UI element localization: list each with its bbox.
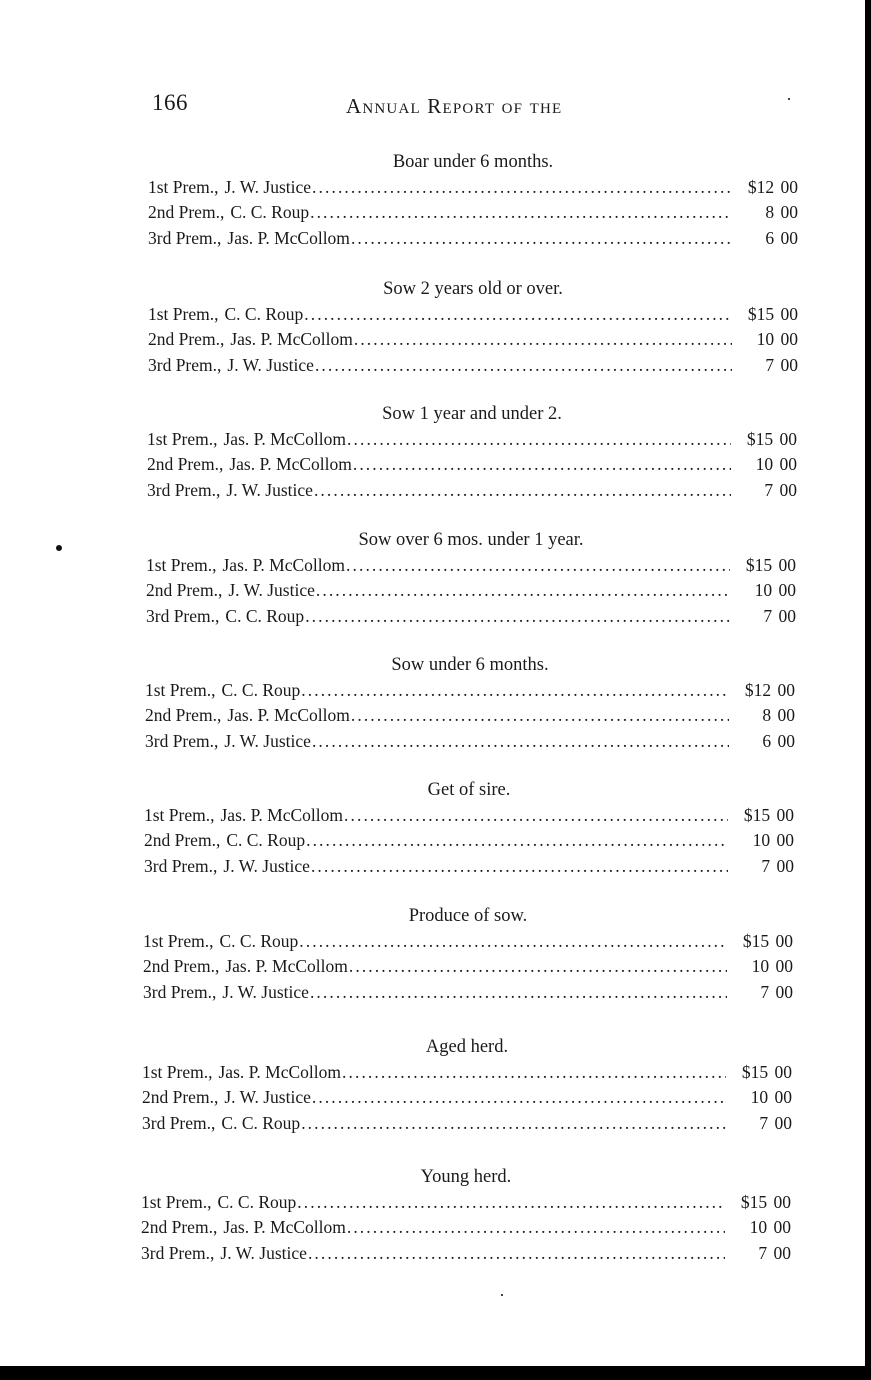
section-title: Boar under 6 months. (392, 152, 554, 172)
dot-leader (304, 302, 732, 327)
section-title: Produce of sow. (408, 906, 528, 926)
entry-place: 3rd Prem., (148, 354, 222, 375)
entry-place: 1st Prem., (144, 805, 215, 825)
award-section (144, 777, 794, 879)
entry-place: 3rd Prem., (148, 227, 222, 248)
entry-amount: 6 00 (765, 227, 798, 248)
entry-name: C. C. Roup (224, 304, 304, 324)
entry-place: 2nd Prem., (146, 580, 223, 601)
award-entry (147, 427, 797, 452)
entry-name: Jas. P. McCollom (223, 429, 347, 449)
award-entry (145, 703, 795, 728)
stray-ink-dot (56, 545, 62, 551)
award-entry (142, 1060, 792, 1085)
section-title: Get of sire. (427, 780, 511, 800)
award-section (147, 401, 797, 503)
award-entry (143, 954, 793, 979)
award-entry (141, 1190, 791, 1215)
award-entry (142, 1085, 792, 1110)
entry-amount: 10 00 (755, 454, 797, 475)
award-entry (145, 729, 795, 754)
award-entry (146, 553, 796, 578)
award-entry (148, 226, 798, 251)
entry-amount: 10 00 (754, 580, 796, 601)
entry-place: 3rd Prem., (143, 981, 217, 1002)
entry-place: 2nd Prem., (148, 329, 225, 350)
section-title: Aged herd. (425, 1037, 509, 1057)
entry-place: 1st Prem., (148, 304, 219, 324)
award-entry (148, 353, 798, 378)
entry-place: 2nd Prem., (142, 1087, 219, 1108)
entry-amount: 10 00 (749, 1217, 791, 1238)
dot-leader (311, 854, 728, 879)
entry-amount: 8 00 (762, 705, 795, 726)
running-head: Annual Report of the (346, 94, 563, 118)
dot-leader (299, 929, 727, 954)
dot-leader (354, 327, 732, 352)
entry-name: J. W. Justice (224, 730, 311, 751)
entry-amount: $12 00 (744, 680, 795, 700)
entry-place: 3rd Prem., (144, 855, 218, 876)
award-section (148, 276, 798, 378)
entry-name: C. C. Roup (221, 1112, 301, 1133)
entry-amount: 8 00 (765, 202, 798, 223)
award-entry (146, 604, 796, 629)
entry-name: J. W. Justice (220, 1242, 307, 1263)
entry-name: C. C. Roup (226, 830, 306, 851)
section-title: Sow over 6 mos. under 1 year. (358, 530, 584, 550)
entry-amount: $15 00 (740, 1192, 791, 1212)
award-entry (146, 578, 796, 603)
entry-place: 1st Prem., (146, 555, 217, 575)
entry-place: 3rd Prem., (142, 1112, 216, 1133)
entry-place: 3rd Prem., (145, 730, 219, 751)
entry-name: C. C. Roup (230, 202, 310, 223)
entry-place: 2nd Prem., (145, 705, 222, 726)
entry-place: 2nd Prem., (148, 202, 225, 223)
dot-leader (306, 828, 728, 853)
award-entry (148, 200, 798, 225)
entry-name: J. W. Justice (223, 855, 310, 876)
entry-place: 1st Prem., (141, 1192, 212, 1212)
award-entry (142, 1111, 792, 1136)
award-section (148, 149, 798, 251)
entry-name: C. C. Roup (225, 605, 305, 626)
award-section (142, 1034, 792, 1136)
entry-name: J. W. Justice (224, 1087, 311, 1108)
entry-name: Jas. P. McCollom (225, 956, 348, 977)
speck-mark (501, 1294, 503, 1296)
award-entry (148, 327, 798, 352)
dot-leader (297, 1190, 725, 1215)
dot-leader (315, 353, 732, 378)
dot-leader (346, 553, 730, 578)
dot-leader (301, 1111, 726, 1136)
entry-place: 2nd Prem., (143, 956, 220, 977)
entry-amount: 7 00 (758, 1242, 791, 1263)
entry-name: J. W. Justice (224, 177, 312, 197)
entry-place: 3rd Prem., (147, 479, 221, 500)
entry-place: 2nd Prem., (141, 1217, 218, 1238)
entry-amount: $15 00 (747, 304, 798, 324)
award-entry (141, 1215, 791, 1240)
section-title: Sow under 6 months. (391, 655, 549, 675)
award-entry (143, 929, 793, 954)
dot-leader (344, 803, 728, 828)
entry-place: 3rd Prem., (141, 1242, 215, 1263)
dot-leader (351, 703, 729, 728)
entry-amount: 6 00 (762, 730, 795, 751)
dot-leader (349, 954, 727, 979)
section-title: Young herd. (420, 1167, 512, 1187)
award-entry (144, 828, 794, 853)
award-section (143, 903, 793, 1005)
entry-amount: 7 00 (759, 1112, 792, 1133)
award-entry (148, 302, 798, 327)
dot-leader (347, 427, 731, 452)
award-section (145, 652, 795, 754)
dot-leader (353, 452, 731, 477)
dot-leader (308, 1241, 725, 1266)
entry-name: J. W. Justice (228, 580, 315, 601)
entry-amount: $15 00 (746, 429, 797, 449)
entry-name: Jas. P. McCollom (220, 805, 344, 825)
entry-amount: 7 00 (765, 354, 798, 375)
award-entry (143, 980, 793, 1005)
dot-leader (310, 200, 732, 225)
entry-amount: 7 00 (760, 981, 793, 1002)
entry-place: 2nd Prem., (147, 454, 224, 475)
entry-name: J. W. Justice (222, 981, 309, 1002)
entry-name: Jas. P. McCollom (227, 227, 350, 248)
entry-amount: $15 00 (742, 931, 793, 951)
award-section (146, 527, 796, 629)
scan-border-right (865, 0, 871, 1380)
award-entry (145, 678, 795, 703)
dot-leader (301, 678, 729, 703)
entry-place: 1st Prem., (148, 177, 219, 197)
award-entry (148, 175, 798, 200)
entry-place: 1st Prem., (142, 1062, 213, 1082)
entry-amount: 7 00 (764, 479, 797, 500)
award-entry (147, 478, 797, 503)
entry-place: 2nd Prem., (144, 830, 221, 851)
entry-place: 3rd Prem., (146, 605, 220, 626)
award-entry (144, 854, 794, 879)
entry-amount: $12 00 (747, 177, 798, 197)
entry-amount: 10 00 (752, 830, 794, 851)
award-section (141, 1164, 791, 1266)
entry-amount: 10 00 (751, 956, 793, 977)
dot-leader (342, 1060, 726, 1085)
dot-leader (314, 478, 731, 503)
dot-leader (351, 226, 732, 251)
award-entry (147, 452, 797, 477)
award-entry (144, 803, 794, 828)
entry-place: 1st Prem., (147, 429, 218, 449)
entry-place: 1st Prem., (143, 931, 214, 951)
scan-border-bottom (0, 1366, 871, 1380)
entry-name: J. W. Justice (226, 479, 313, 500)
dot-leader (316, 578, 730, 603)
entry-name: Jas. P. McCollom (227, 705, 350, 726)
entry-name: J. W. Justice (227, 354, 314, 375)
dot-leader (310, 980, 727, 1005)
entry-name: C. C. Roup (219, 931, 299, 951)
speck-mark (788, 98, 790, 100)
page-number: 166 (152, 90, 188, 115)
entry-amount: 10 00 (756, 329, 798, 350)
section-title: Sow 1 year and under 2. (382, 404, 562, 424)
dot-leader (305, 604, 730, 629)
entry-amount: $15 00 (741, 1062, 792, 1082)
entry-name: Jas. P. McCollom (230, 329, 353, 350)
dot-leader (312, 175, 732, 200)
entry-name: Jas. P. McCollom (222, 555, 346, 575)
entry-name: C. C. Roup (217, 1192, 297, 1212)
entry-name: Jas. P. McCollom (229, 454, 352, 475)
dot-leader (312, 729, 729, 754)
entry-name: C. C. Roup (221, 680, 301, 700)
dot-leader (312, 1085, 726, 1110)
section-title: Sow 2 years old or over. (383, 279, 563, 299)
entry-amount: 7 00 (763, 605, 796, 626)
entry-amount: 10 00 (750, 1087, 792, 1108)
entry-amount: $15 00 (745, 555, 796, 575)
entry-amount: $15 00 (743, 805, 794, 825)
dot-leader (347, 1215, 725, 1240)
entry-amount: 7 00 (761, 855, 794, 876)
entry-name: Jas. P. McCollom (218, 1062, 342, 1082)
award-entry (141, 1241, 791, 1266)
entry-place: 1st Prem., (145, 680, 216, 700)
entry-name: Jas. P. McCollom (223, 1217, 346, 1238)
